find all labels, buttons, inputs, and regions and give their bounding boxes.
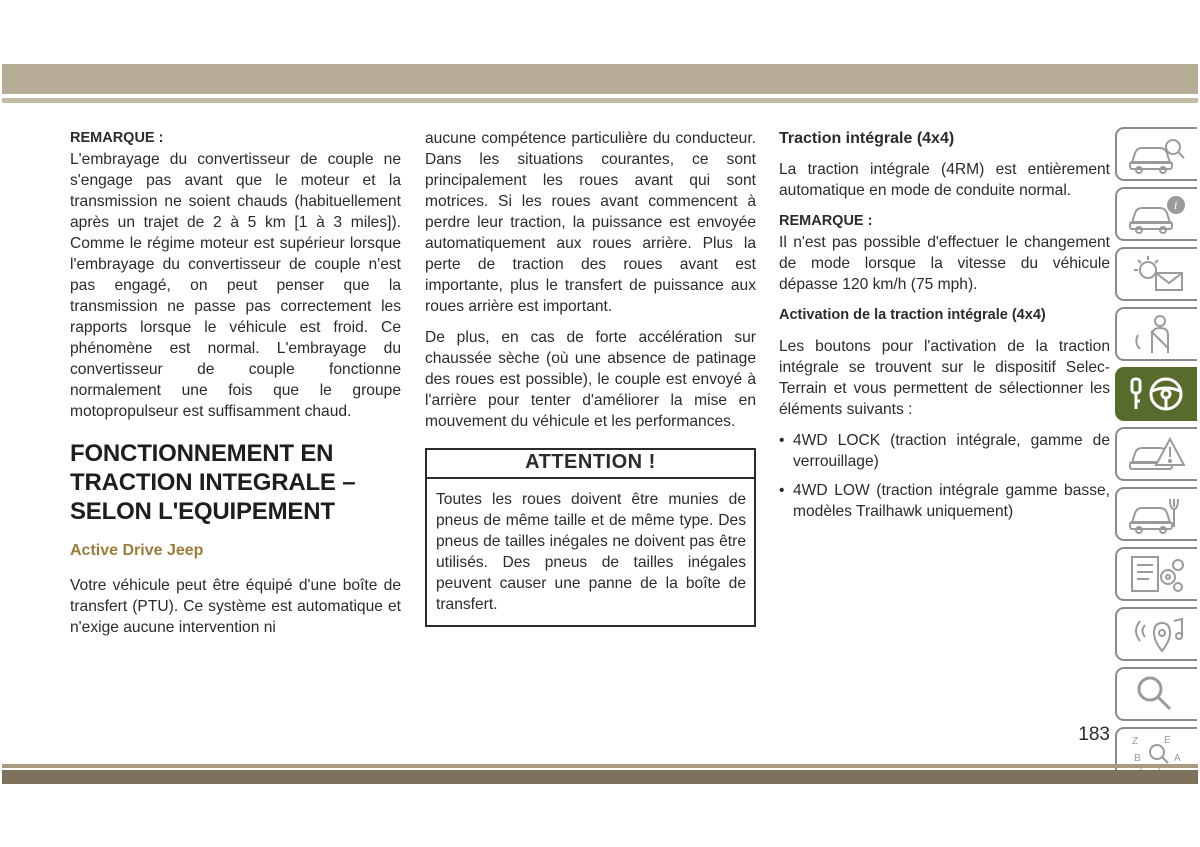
activation-heading: Activation de la traction intégrale (4x4)	[779, 307, 1046, 323]
traction-heading: Traction intégrale (4x4)	[779, 130, 955, 147]
alphabet-index-icon	[1126, 733, 1188, 775]
tab-warning-lights[interactable]	[1115, 247, 1197, 301]
subsection-title: Active Drive Jeep	[70, 542, 204, 559]
body-paragraph: Les boutons pour l'activation de la traction intégrale se trouvent sur le dispositif Selec-Terrain et vous permettent de sélectionner les éléments suivants :	[779, 338, 1110, 418]
svg-text:E: E	[1164, 735, 1171, 746]
svg-text:B: B	[1134, 753, 1141, 764]
remark-label: REMARQUE :	[70, 130, 164, 146]
specs-gears-icon	[1126, 553, 1188, 595]
multimedia-icon	[1126, 613, 1188, 655]
seatbelt-airbag-icon	[1126, 313, 1188, 355]
body-paragraph: Votre véhicule peut être équipé d'une boîte de transfert (PTU). Ce système est automatique et n'exige aucune intervention ni	[70, 577, 401, 636]
tab-car-info[interactable]	[1115, 187, 1197, 241]
column-right	[779, 128, 1110, 530]
car-info-icon	[1126, 193, 1188, 235]
tab-car-search[interactable]	[1115, 127, 1197, 181]
tab-multimedia[interactable]	[1115, 607, 1197, 661]
header-band	[2, 64, 1198, 94]
bullet-list	[779, 430, 1110, 522]
remark-label: REMARQUE :	[779, 213, 873, 229]
page-number: 183	[1078, 724, 1110, 745]
tab-emergency[interactable]	[1115, 427, 1197, 481]
svg-text:A: A	[1174, 753, 1181, 764]
remark-text: Il n'est pas possible d'effectuer le changement de mode lorsque la vitesse du véhicule dépasse 120 km/h (75 mph).	[779, 234, 1110, 293]
remark-text: L'embrayage du convertisseur de couple ne s'engage pas avant que le moteur et la transmission ne soient chauds (habituellement après un trajet de 2 à 5 km [1 à 3 miles]). Comme le régime moteur est supérieur lorsque l'embrayage du convertisseur de couple n'est pas engagé, on peut penser que la transmission ne passe pas correctement les rapports lorsque le véhicule est froid. Ce phénomène est normal. L'embrayage du convertisseur de couple fonctionne normalement une fois que le groupe motopropulseur est suffisamment chaud.	[70, 151, 401, 420]
body-paragraph: La traction intégrale (4RM) est entièrement automatique en mode de conduite normal.	[779, 161, 1110, 199]
body-paragraph: aucune compétence particulière du conducteur. Dans les situations courantes, ce sont principalement les roues avant qui sont motrices. Si les roues avant commencent à perdre leur traction, la puissance est envoyée automatiquement aux roues arrière. Plus la perte de traction des roues avant est importante, plus le transfert de puissance aux roues arrière est important.	[425, 130, 756, 315]
car-wrench-icon	[1126, 493, 1188, 535]
tab-specifications[interactable]	[1115, 547, 1197, 601]
warning-light-mail-icon	[1126, 253, 1188, 295]
tab-starting-operating[interactable]	[1115, 367, 1197, 421]
footer-band	[2, 770, 1198, 784]
tab-safety[interactable]	[1115, 307, 1197, 361]
magnifier-index-icon	[1126, 673, 1188, 715]
footer-rule	[2, 764, 1198, 768]
key-steering-wheel-icon	[1126, 373, 1188, 415]
section-title: FONCTIONNEMENT EN TRACTION INTEGRALE – SELON L'EQUIPEMENT	[70, 440, 356, 525]
car-search-icon	[1126, 133, 1188, 175]
bullet-item: • 4WD LOCK (traction intégrale, gamme de verrouillage)	[779, 430, 1110, 472]
warning-box	[425, 448, 756, 627]
tab-search[interactable]	[1115, 667, 1197, 721]
chapter-tabs	[1115, 127, 1200, 787]
body-paragraph: De plus, en cas de forte accélération sur chaussée sèche (où une absence de patinage des roues est possible), le couple est envoyé à l'arrière pour tenter d'améliorer la mise en mouvement du véhicule et les performances.	[425, 329, 756, 430]
svg-text:i: i	[1174, 199, 1178, 212]
column-middle	[425, 128, 756, 627]
warning-title: ATTENTION !	[427, 450, 754, 479]
warning-text: Toutes les roues doivent être munies de pneus de même taille et de même type. Des pneus de tailles inégales ne doivent pas être utilisés. Des pneus de tailles inégales peuvent causer une panne de la boîte de transfert.	[436, 491, 746, 613]
column-left	[70, 128, 401, 648]
header-rule	[2, 98, 1198, 103]
svg-text:Z: Z	[1132, 736, 1139, 747]
bullet-item: • 4WD LOW (traction intégrale gamme basse, modèles Trailhawk uniquement)	[779, 480, 1110, 522]
car-hazard-icon	[1126, 433, 1188, 475]
tab-maintenance[interactable]	[1115, 487, 1197, 541]
